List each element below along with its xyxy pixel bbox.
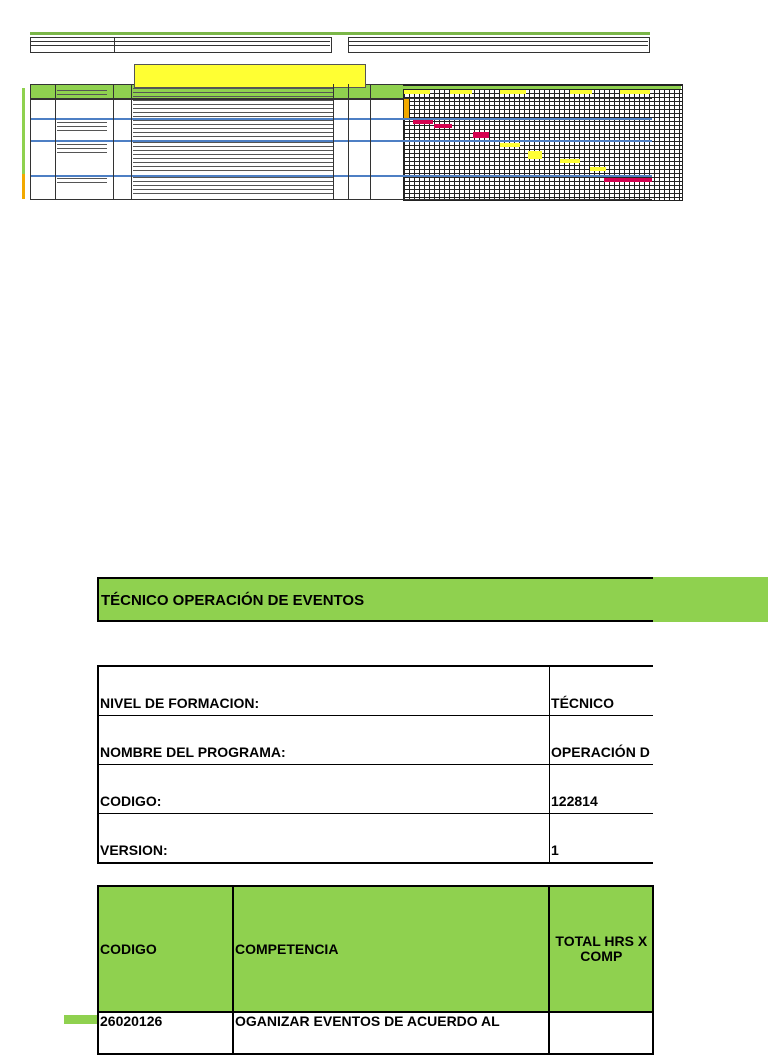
spreadsheet-thumbnail (30, 32, 660, 168)
thumbnail-sidebar-orange (22, 174, 25, 199)
thumbnail-highlight-block (134, 64, 366, 88)
info-row (98, 814, 653, 864)
cell-codigo: 26020126 (98, 1012, 233, 1054)
header-competencia: COMPETENCIA (233, 886, 549, 1012)
info-label: VERSION: (98, 814, 550, 864)
thumbnail-top-bar (30, 32, 650, 35)
thumbnail-gantt-grid (403, 84, 683, 201)
cell-total-hrs (549, 1012, 653, 1054)
row-marker (64, 1015, 97, 1024)
info-row (98, 765, 653, 814)
info-value: 1 (550, 814, 653, 864)
info-value: OPERACIÓN D (550, 716, 653, 765)
competencias-header-row (98, 886, 653, 1012)
header-total-hrs: TOTAL HRS X COMP (549, 886, 653, 1012)
info-row (98, 666, 653, 716)
header-codigo: CODIGO (98, 886, 233, 1012)
cell-competencia: OGANIZAR EVENTOS DE ACUERDO AL (233, 1012, 549, 1054)
program-info-table (97, 665, 653, 864)
info-label: CODIGO: (98, 765, 550, 814)
competencias-table (97, 885, 654, 1055)
info-value: TÉCNICO (550, 666, 653, 716)
info-row (98, 716, 653, 765)
info-value: 122814 (550, 765, 653, 814)
info-label: NOMBRE DEL PROGRAMA: (98, 716, 550, 765)
program-title: TÉCNICO OPERACIÓN DE EVENTOS (97, 577, 653, 622)
info-label: NIVEL DE FORMACION: (98, 666, 550, 716)
table-row (98, 1012, 653, 1054)
